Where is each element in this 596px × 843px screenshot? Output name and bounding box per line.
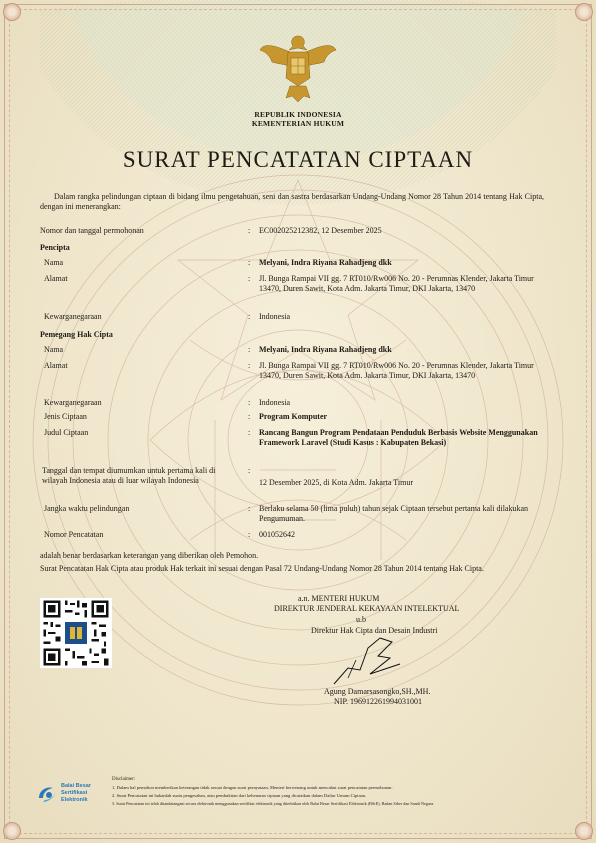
pemegang-alamat-label: Alamat <box>44 361 68 370</box>
corner-ornament <box>3 822 21 840</box>
closing-statement: adalah benar berdasarkan keterangan yang diberikan oleh Pemohon. <box>40 551 259 560</box>
bsre-line1: Balai Besar <box>61 783 91 789</box>
pemegang-alamat: Jl. Bunga Rampai VII gg. 7 RT010/Rw006 No. 20 - Perumnas Klender, Jakarta Timur 13470, Duren Sawit, Kota Adm. Jakarta Timur, DKI Jakarta, 13470 <box>259 361 534 380</box>
pencipta-kewarganegaraan: Indonesia <box>259 312 291 321</box>
colon: : <box>248 226 251 235</box>
judul-ciptaan-label: Judul Ciptaan <box>44 428 89 437</box>
qr-code[interactable] <box>40 598 112 668</box>
pencipta-nama-label: Nama <box>44 258 64 267</box>
bsre-logo <box>37 782 103 806</box>
bsre-line3: Elektronik <box>61 797 88 803</box>
pencipta-alamat: Jl. Bunga Rampai VII gg. 7 RT010/Rw006 No. 20 - Perumnas Klender, Jakarta Timur 13470, Duren Sawit, Kota Adm. Jakarta Timur, DKI Jakarta, 13470 <box>259 274 534 293</box>
pemegang-heading: Pemegang Hak Cipta <box>40 330 113 339</box>
pencipta-alamat-label: Alamat <box>44 274 68 283</box>
corner-ornament <box>575 822 593 840</box>
judul-ciptaan: Rancang Bangun Program Pendataan Penduduk Berbasis Website Menggunakan Framework Laravel (Studi Kasus : Kabupaten Bekasi) <box>259 428 538 447</box>
garuda-emblem-icon <box>256 30 340 106</box>
intro-text: Dalam rangka pelindungan ciptaan di bidang ilmu pengetahuan, seni dan sastra berdasarkan Undang-Undang Nomor 28 Tahun 2014 tentang Hak Cipta, dengan ini menerangkan: <box>40 192 544 211</box>
tanggal-label: Tanggal dan tempat diumumkan untuk pertama kali di wilayah Indonesia atau di luar wilayah Indonesia <box>42 466 216 485</box>
colon: : <box>248 428 251 437</box>
tanggal-value: 12 Desember 2025, di Kota Adm. Jakarta Timur <box>259 478 413 487</box>
bsre-logo-icon <box>37 784 59 804</box>
nomor-pencatatan-label: Nomor Pencatatan <box>44 530 104 539</box>
jenis-ciptaan: Program Komputer <box>259 412 328 421</box>
jangka-value: Berlaku selama 50 (lima puluh) tahun sejak Ciptaan tersebut pertama kali dilakukan Pengumuman. <box>259 504 529 523</box>
page-title: SURAT PENCATATAN CIPTAAN <box>122 147 474 172</box>
signature-an: a.n. MENTERI HUKUM <box>298 594 380 603</box>
application-label: Nomor dan tanggal permohonan <box>40 226 144 235</box>
header-country: REPUBLIK INDONESIA <box>254 110 342 119</box>
signature-direktur: Direktur Hak Cipta dan Desain Industri <box>311 626 438 635</box>
pencipta-nama: Melyani, Indra Riyana Rahadjeng dkk <box>259 258 392 267</box>
colon: : <box>248 312 251 321</box>
application-value: EC002025212382, 12 Desember 2025 <box>259 226 382 235</box>
jangka-label: Jangka waktu pelindungan <box>44 504 130 513</box>
colon: : <box>248 258 251 267</box>
signatory-nip: NIP. 196912261994031001 <box>334 697 423 706</box>
pemegang-kewarganegaraan: Indonesia <box>259 398 291 407</box>
nomor-pencatatan: 001052642 <box>259 530 295 539</box>
disclaimer-item: 2. Surat Pencatatan ini bukanlah suatu pengesahan, atau pembuktian dari kebenaran ciptaan yang dicatatkan dalam Daftar Umum Ciptaan. <box>112 793 367 798</box>
pencipta-heading: Pencipta <box>40 243 70 252</box>
pemegang-nama-label: Nama <box>44 345 64 354</box>
signature-dirjen: DIREKTUR JENDERAL KEKAYAAN INTELEKTUAL <box>274 604 460 613</box>
pencipta-kewarganegaraan-label: Kewarganegaraan <box>44 312 102 321</box>
colon: : <box>248 274 251 283</box>
colon: : <box>248 466 251 475</box>
colon: : <box>248 345 251 354</box>
signatory-name: Agung Damarsasongko,SH.,MH. <box>324 687 431 696</box>
jenis-ciptaan-label: Jenis Ciptaan <box>44 412 87 421</box>
corner-ornament <box>575 3 593 21</box>
signature-ub: u.b <box>356 615 366 624</box>
bsre-line2: Sertifikasi <box>61 790 88 796</box>
page-border-inner <box>9 9 587 834</box>
disclaimer-heading: Disclaimer: <box>112 777 136 782</box>
colon: : <box>248 398 251 407</box>
colon: : <box>248 412 251 421</box>
closing-legal-basis: Surat Pencatatan Hak Cipta atau produk Hak terkait ini sesuai dengan Pasal 72 Undang-Undang Nomor 28 Tahun 2014 tentang Hak Cipta. <box>40 564 484 573</box>
handwritten-signature <box>330 630 410 690</box>
disclaimer-item: 3. Surat Pencatatan ini telah ditandatangani secara elektronik menggunakan sertifikat elektronik yang diterbitkan oleh Balai Besar Sertifikasi Elektronik (BSrE), Badan Siber dan Sandi Negara. <box>112 801 435 806</box>
colon: : <box>248 530 251 539</box>
disclaimer-item: 1. Dalam hal pemohon memberikan keterangan tidak sesuai dengan surat pernyataan, Menteri berwenang untuk mencabut surat pencatatan permohonan. <box>112 785 393 790</box>
colon: : <box>248 504 251 513</box>
colon: : <box>248 361 251 370</box>
corner-ornament <box>3 3 21 21</box>
header-ministry: KEMENTERIAN HUKUM <box>251 119 345 128</box>
pemegang-kewarganegaraan-label: Kewarganegaraan <box>44 398 102 407</box>
pemegang-nama: Melyani, Indra Riyana Rahadjeng dkk <box>259 345 392 354</box>
